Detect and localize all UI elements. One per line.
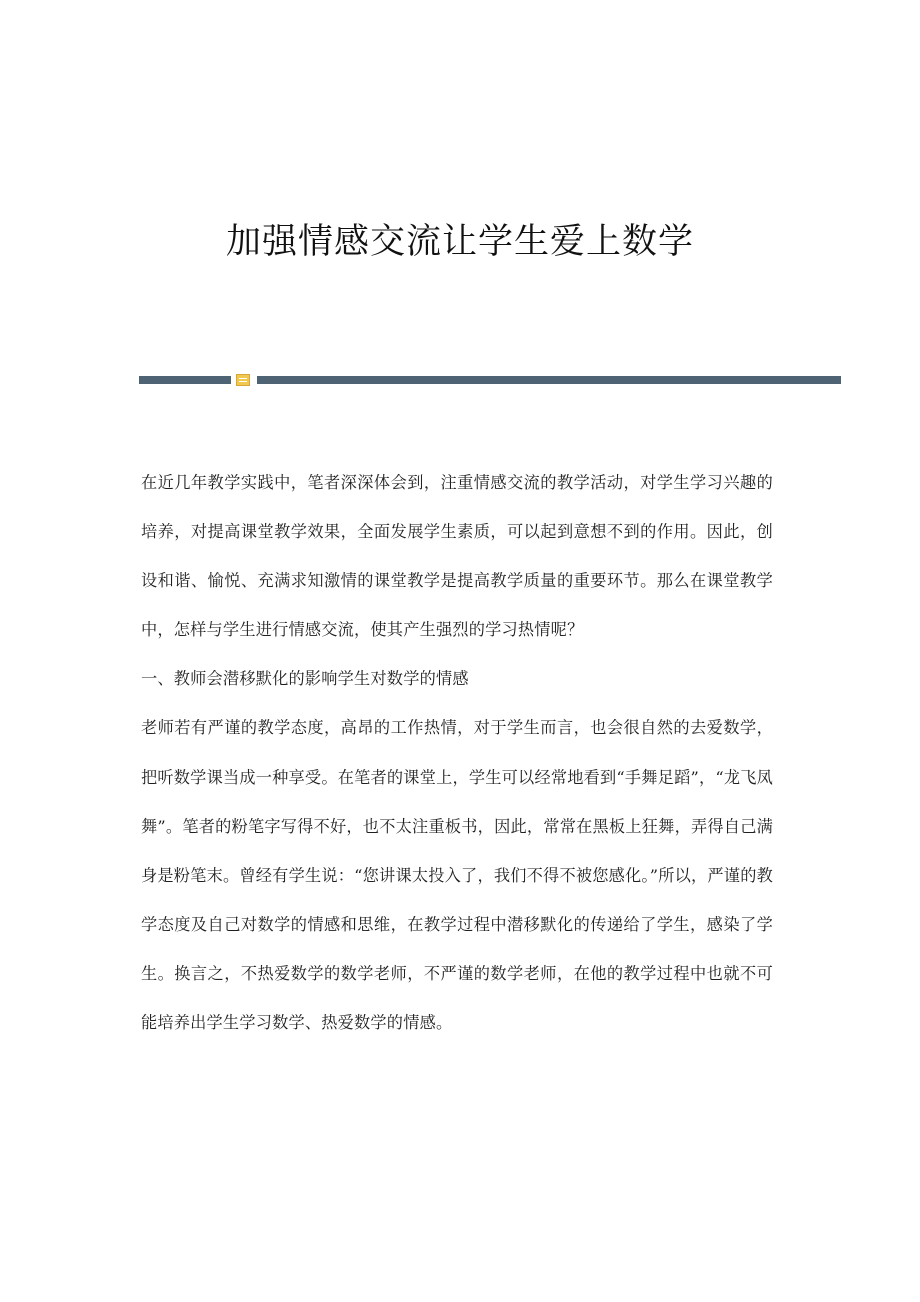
divider-bar-left [139, 376, 231, 384]
body-paragraph: 老师若有严谨的教学态度，高昂的工作热情，对于学生而言，也会很自然的去爱数学，把听数学课当成一种享受。在笔者的课堂上，学生可以经常地看到“手舞足蹈”，“龙飞凤舞”。笔者的粉笔字写得不好，也不太注重板书，因此，常常在黑板上狂舞，弄得自己满身是粉笔末。曾经有学生说：“您讲课太投入了，我们不得不被您感化。”所以，严谨的教学态度及自己对数学的情感和思维，在教学过程中潜移默化的传递给了学生，感染了学生。换言之，不热爱数学的数学老师，不严谨的数学老师，在他的教学过程中也就不可能培养出学生学习数学、热爱数学的情感。 [141, 718, 773, 1033]
document-title: 加强情感交流让学生爱上数学 [225, 222, 694, 262]
document-body [141, 458, 773, 1047]
intro-paragraph: 在近几年教学实践中，笔者深深体会到，注重情感交流的教学活动，对学生学习兴趣的培养，对提高课堂教学效果，全面发展学生素质，可以起到意想不到的作用。因此，创设和谐、愉悦、充满求知激情的课堂教学是提高教学质量的重要环节。那么在课堂教学中，怎样与学生进行情感交流，使其产生强烈的学习热情呢？ [141, 473, 773, 640]
divider-bar-right [257, 376, 841, 384]
divider-ornament-icon [236, 374, 250, 386]
title-divider [139, 374, 841, 386]
section-heading: 一、教师会潜移默化的影响学生对数学的情感 [141, 669, 469, 689]
